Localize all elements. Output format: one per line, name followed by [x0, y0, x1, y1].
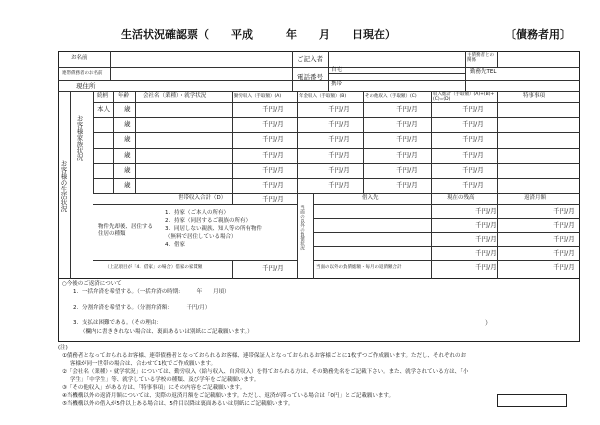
- work-income-unit: 千円/月: [262, 165, 284, 174]
- debt-balance-unit: 千円/月: [475, 207, 497, 215]
- col-pension: 年金収入（手取額）(B): [299, 94, 347, 99]
- kisai-field[interactable]: [329, 52, 464, 66]
- pension-unit: 千円/月: [328, 120, 350, 129]
- housing-option[interactable]: （無料で居住している場合）: [165, 234, 237, 240]
- total-income-unit: 千円/月: [462, 135, 484, 144]
- work-tel-label: 勤務先TEL: [470, 69, 497, 75]
- housing-option[interactable]: 1．持家（ご本人の所有）: [165, 210, 230, 216]
- debt-monthly-unit: 千円/月: [553, 249, 575, 257]
- work-income-unit: 千円/月: [262, 120, 284, 129]
- name-label: お名前: [71, 55, 88, 61]
- relation-field[interactable]: [498, 52, 579, 66]
- other-income-unit: 千円/月: [396, 120, 418, 129]
- family-situation-label: お客様家族状況: [75, 115, 84, 161]
- debt-total-balance-unit: 千円/月: [475, 263, 497, 271]
- name-field[interactable]: [111, 52, 291, 66]
- housing-option[interactable]: 2．持家（同居するご親族の所有）: [165, 218, 252, 224]
- other-income-unit: 千円/月: [396, 105, 418, 113]
- pension-unit: 千円/月: [328, 105, 350, 113]
- household-total-unit: 千円/月: [262, 195, 284, 203]
- pension-unit: 千円/月: [328, 135, 350, 144]
- work-tel-field[interactable]: [466, 78, 579, 90]
- age-unit: 歳: [124, 120, 131, 129]
- work-income-unit: 千円/月: [262, 135, 284, 144]
- address-label: 現住所: [76, 82, 96, 90]
- plan-option-1[interactable]: 1．一括弁済を希望する。（一括弁済の時期: 年 月頃）: [73, 289, 230, 295]
- debt-total-label: 当面の以外の負債総額・毎月の返済額合計: [316, 265, 402, 270]
- rent-label: （上記項目が「4．借家」の場合）借家の家賃額: [105, 265, 203, 270]
- work-income-unit: 千円/月: [262, 150, 284, 159]
- note-3: ③「その他収入」がある方は、「特事事項」にその内容をご記載願います。: [62, 385, 246, 391]
- age-unit: 歳: [124, 105, 131, 113]
- pension-unit: 千円/月: [328, 181, 350, 189]
- plan-option-2[interactable]: 2．分割弁済を希望する。（分割弁済額： 千円/月）: [73, 305, 211, 311]
- note-1b: 客様が同一世帯の場合は、合わせて1枚でご作成願います。: [70, 361, 217, 367]
- life-situation-label: お客様の生活状況: [59, 160, 68, 212]
- debt-col-lender: 借入先: [362, 195, 379, 201]
- total-income-unit: 千円/月: [462, 105, 484, 113]
- home-phone-field[interactable]: [345, 67, 464, 73]
- plan-option-3-note: （欄内に書ききれない場合は、裏面あるいは別紙にご記載願います。）: [80, 329, 253, 335]
- plan-option-3[interactable]: 3．支払は困難である。（その理由：: [73, 320, 162, 326]
- debt-col-monthly: 返済月額: [524, 195, 547, 201]
- note-1: ①債務者となっておられるお客様、連帯債務者となっておられるお客様、連帯保証人となっておられるお客様ごとに1枚ずつご作成願います。ただし、それぞれのお: [62, 353, 466, 359]
- col-company: 会社名（業種）・就学状況: [143, 93, 207, 99]
- age-unit: 歳: [124, 181, 131, 189]
- total-income-unit: 千円/月: [462, 120, 484, 129]
- bottom-right-box[interactable]: [497, 394, 567, 407]
- other-income-unit: 千円/月: [396, 165, 418, 174]
- note-2: ②「会社名（業種）・就学状況」については、勤労収入（給与収入、自営収入）を得ておられる方は、その勤務先名をご記載下さい。また、就学されている方は、「小: [62, 369, 469, 375]
- phone-label: 電話番号: [297, 73, 323, 81]
- col-special: 特事事項: [523, 93, 546, 99]
- plan-close-paren: ）: [485, 319, 492, 327]
- age-unit: 歳: [124, 150, 131, 159]
- kisai-label: ご記入者: [297, 55, 323, 63]
- debt-monthly-unit: 千円/月: [553, 207, 575, 215]
- note-4: ④当機構以外の返済月額については、実際の返済月額をご記載願います。ただし、返済が滞っている場合は「0円」とご記載願います。: [62, 393, 394, 399]
- debt-total-monthly-unit: 千円/月: [553, 263, 575, 271]
- pension-unit: 千円/月: [328, 150, 350, 159]
- debt-col-balance: 現在の残高: [447, 195, 475, 201]
- household-total-label: 世帯収入合計（D）: [178, 195, 227, 201]
- other-income-unit: 千円/月: [396, 135, 418, 144]
- age-unit: 歳: [124, 165, 131, 174]
- other-income-unit: 千円/月: [396, 150, 418, 159]
- pension-unit: 千円/月: [328, 165, 350, 174]
- col-other-income: その他収入（手取額）(C): [365, 94, 417, 99]
- note-5: ⑤当機構以外の借入が5件以上ある場合は、5件目以降は裏面あるいは別紙にご記載願います。: [62, 401, 294, 407]
- housing-option[interactable]: 4．借家: [165, 242, 185, 248]
- debt-balance-unit: 千円/月: [475, 221, 497, 229]
- col-total: 収入総計（手取額）(A)+(B)+(C)=(D): [433, 92, 495, 102]
- debt-side-label: 当面の以外の負債状況: [299, 205, 305, 250]
- form-title: 生活状況確認票（ 平成 年 月 日現在）: [121, 28, 396, 41]
- mobile-phone-field[interactable]: [345, 74, 464, 90]
- housing-label: 物件先却後、居住する住居の種類: [98, 224, 154, 237]
- relation-label: 主債務者との関係: [467, 53, 494, 63]
- housing-option[interactable]: 3．同居しない親族、知人等の所有物件: [165, 226, 263, 232]
- total-income-unit: 千円/月: [462, 165, 484, 174]
- mobile-label: 携帯: [331, 81, 343, 87]
- rent-unit: 千円/月: [262, 264, 284, 272]
- total-income-unit: 千円/月: [462, 181, 484, 189]
- debt-balance-unit: 千円/月: [475, 235, 497, 243]
- col-work-income: 勤労収入（手取額）(A): [234, 94, 282, 99]
- debt-monthly-unit: 千円/月: [553, 221, 575, 229]
- work-income-unit: 千円/月: [262, 105, 284, 113]
- form-tag: 〔債務者用〕: [505, 28, 571, 41]
- guarantor-label: 連帯債務者のお名前: [62, 71, 103, 76]
- col-relation: 続柄: [97, 93, 109, 99]
- work-income-unit: 千円/月: [262, 181, 284, 189]
- age-unit: 歳: [124, 135, 131, 144]
- other-income-unit: 千円/月: [396, 181, 418, 189]
- guarantor-field[interactable]: [111, 68, 291, 79]
- debt-monthly-unit: 千円/月: [553, 235, 575, 243]
- address-field[interactable]: [111, 81, 291, 91]
- home-label: 自宅: [331, 67, 343, 73]
- total-income-unit: 千円/月: [462, 150, 484, 159]
- debt-balance-unit: 千円/月: [475, 249, 497, 257]
- note-2b: 学生」「中学生」等、就学している学校の種類、及び学年をご記載願います。: [70, 377, 260, 383]
- notes-heading: (注): [58, 345, 68, 351]
- plan-heading: ○今後のご返済について: [62, 281, 122, 287]
- col-age: 年齢: [118, 93, 130, 99]
- self-label: 本人: [97, 105, 110, 113]
